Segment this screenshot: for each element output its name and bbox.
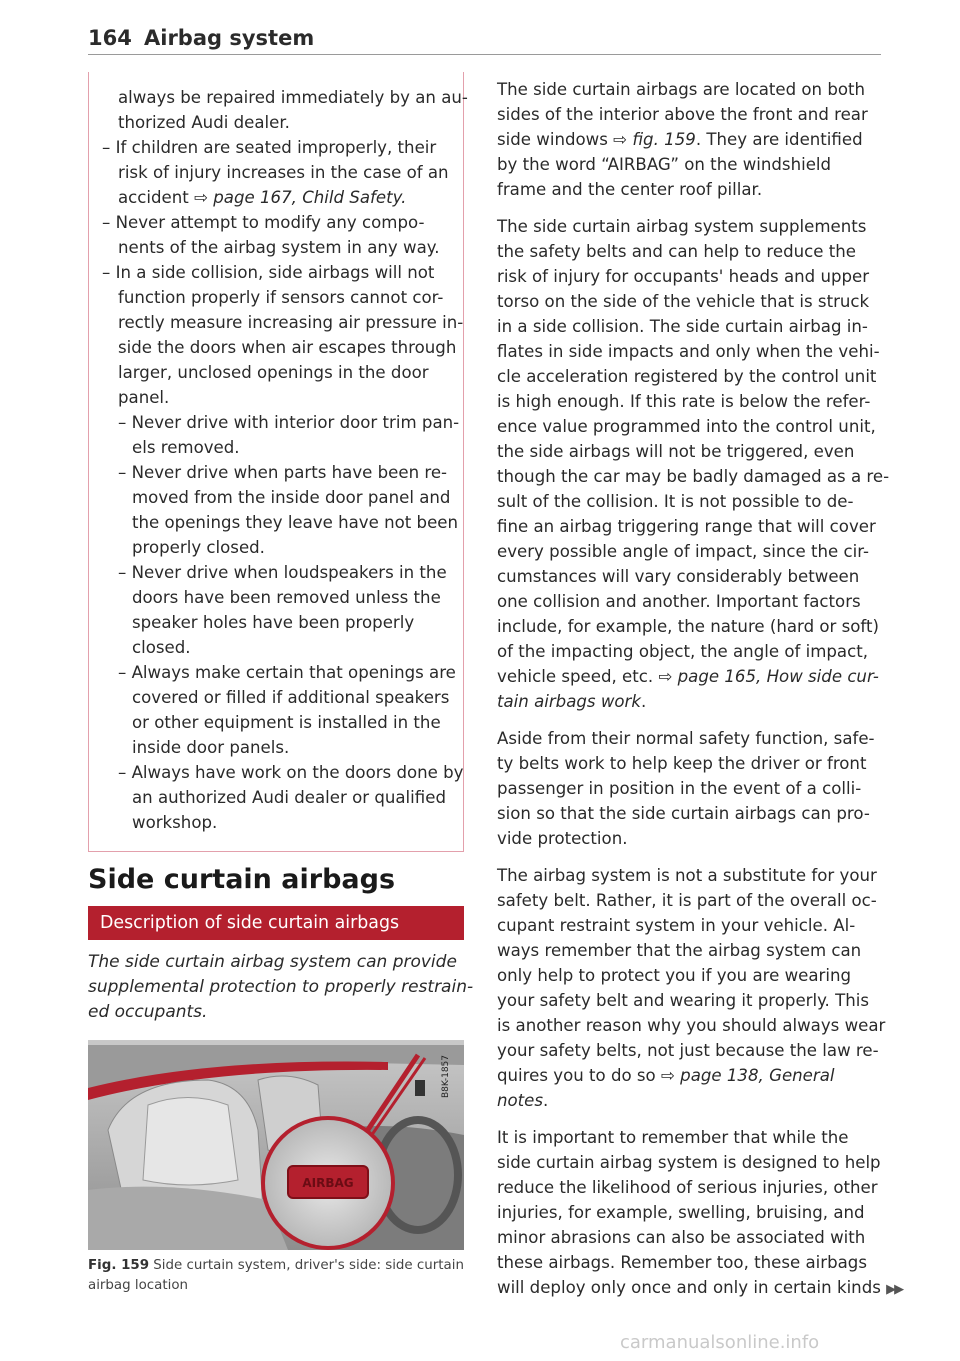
body-line-text: of the impacting object, the angle of impact, bbox=[497, 642, 868, 661]
page-number: 164 bbox=[88, 26, 132, 50]
body-line bbox=[497, 614, 879, 639]
body-line bbox=[497, 464, 889, 489]
body-line-text: ty belts work to help keep the driver or front bbox=[497, 754, 867, 773]
warning-line-text: panel. bbox=[118, 388, 170, 407]
body-line bbox=[497, 102, 868, 127]
body-line-text: cupant restraint system in your vehicle. Al- bbox=[497, 916, 856, 935]
body-line-text: minor abrasions can also be associated with bbox=[497, 1228, 866, 1247]
body-line-text: safety belt. Rather, it is part of the overall oc- bbox=[497, 891, 877, 910]
cross-reference-link[interactable]: page 165, How side cur- bbox=[677, 667, 879, 686]
body-line-suffix: . bbox=[641, 692, 647, 711]
warning-line bbox=[132, 535, 265, 560]
figure-caption-text: Side curtain system, driver's side: side curtain bbox=[153, 1258, 464, 1273]
body-line bbox=[497, 988, 869, 1013]
body-line-text: risk of injury for occupants' heads and upper bbox=[497, 267, 870, 286]
body-line bbox=[497, 539, 869, 564]
body-line bbox=[497, 127, 863, 152]
warning-line-text: function properly if sensors cannot cor- bbox=[118, 288, 444, 307]
cross-reference-link[interactable]: page 138, General bbox=[680, 1066, 835, 1085]
intro-line: ed occupants. bbox=[88, 1002, 208, 1022]
body-line-text: by the word “AIRBAG” on the windshield bbox=[497, 155, 832, 174]
body-line bbox=[497, 177, 762, 202]
body-line bbox=[497, 314, 868, 339]
body-line-text: vehicle speed, etc. ⇨ bbox=[497, 667, 678, 686]
warning-line bbox=[118, 385, 169, 410]
body-line-text: these airbags. Remember too, these airbags bbox=[497, 1253, 867, 1272]
body-line bbox=[497, 339, 880, 364]
body-line-text: It is important to remember that while the bbox=[497, 1128, 849, 1147]
warning-line bbox=[118, 660, 456, 685]
warning-line-text: – In a side collision, side airbags will not bbox=[102, 263, 435, 282]
body-line bbox=[497, 264, 869, 289]
warning-line bbox=[132, 610, 414, 635]
body-line-text: your safety belts, not just because the law re- bbox=[497, 1041, 879, 1060]
figure-code: B8K-1857 bbox=[441, 1054, 451, 1098]
warning-line bbox=[132, 735, 289, 760]
warning-line bbox=[132, 510, 458, 535]
body-line-text: cumstances will vary considerably between bbox=[497, 567, 860, 586]
warning-line-text: – Never attempt to modify any compo- bbox=[102, 213, 425, 232]
warning-line bbox=[118, 110, 290, 135]
warning-line-text: – Never drive when parts have been re- bbox=[118, 463, 448, 482]
body-line bbox=[497, 1088, 548, 1113]
body-line bbox=[497, 1063, 835, 1088]
warning-line bbox=[132, 710, 441, 735]
continue-arrow-icon: ▶▶ bbox=[886, 1282, 903, 1297]
cross-reference-link[interactable]: tain airbags work bbox=[497, 692, 641, 711]
body-line-text: every possible angle of impact, since the cir- bbox=[497, 542, 869, 561]
body-line-text: sion so that the side curtain airbags can pro- bbox=[497, 804, 870, 823]
cross-reference-link[interactable]: fig. 159 bbox=[632, 130, 696, 149]
body-line bbox=[497, 1275, 902, 1302]
airbag-badge-label: AIRBAG bbox=[302, 1176, 354, 1190]
warning-line-text: moved from the inside door panel and bbox=[132, 488, 451, 507]
warning-line-text: the openings they leave have not been bbox=[132, 513, 459, 532]
body-line-text: injuries, for example, swelling, bruising, and bbox=[497, 1203, 865, 1222]
body-line-text: flates in side impacts and only when the vehi- bbox=[497, 342, 880, 361]
body-line bbox=[497, 826, 628, 851]
body-line bbox=[497, 1013, 885, 1038]
figure-caption-line-1 bbox=[88, 1256, 464, 1276]
body-line bbox=[497, 888, 877, 913]
body-line-text: ence value programmed into the control unit, bbox=[497, 417, 876, 436]
warning-line-text: an authorized Audi dealer or qualified bbox=[132, 788, 446, 807]
body-line bbox=[497, 913, 855, 938]
body-line-text: quires you to do so ⇨ bbox=[497, 1066, 681, 1085]
warning-line-text: risk of injury increases in the case of an bbox=[118, 163, 449, 182]
body-line bbox=[497, 1125, 848, 1150]
body-line bbox=[497, 1225, 865, 1250]
body-line-text: side curtain airbag system is designed to help bbox=[497, 1153, 881, 1172]
warning-line-text: thorized Audi dealer. bbox=[118, 113, 290, 132]
warning-line-text: – Never drive with interior door trim pan- bbox=[118, 413, 460, 432]
warning-line-text: always be repaired immediately by an au- bbox=[118, 88, 468, 107]
body-line-text: sides of the interior above the front and rear bbox=[497, 105, 868, 124]
warning-line bbox=[132, 485, 450, 510]
intro-line: The side curtain airbag system can provide bbox=[88, 952, 457, 972]
body-line-text: torso on the side of the vehicle that is struck bbox=[497, 292, 870, 311]
warning-line bbox=[132, 635, 191, 660]
warning-line bbox=[132, 810, 217, 835]
warning-line bbox=[118, 285, 443, 310]
body-line bbox=[497, 514, 876, 539]
heading-side-curtain-airbags: Side curtain airbags bbox=[88, 864, 396, 895]
body-line bbox=[497, 564, 859, 589]
warning-line bbox=[132, 585, 441, 610]
warning-line-text: larger, unclosed openings in the door bbox=[118, 363, 429, 382]
warning-line bbox=[118, 310, 463, 335]
warning-line-text: workshop. bbox=[132, 813, 218, 832]
warning-line bbox=[132, 435, 240, 460]
warning-line bbox=[118, 410, 459, 435]
body-line-text: vide protection. bbox=[497, 829, 628, 848]
body-line bbox=[497, 489, 853, 514]
warning-line-text: – If children are seated improperly, their bbox=[102, 138, 437, 157]
warning-line-text: inside door panels. bbox=[132, 738, 290, 757]
warning-line-text: closed. bbox=[132, 638, 191, 657]
warning-line bbox=[118, 360, 429, 385]
warning-line-text: nents of the airbag system in any way. bbox=[118, 238, 440, 257]
body-line bbox=[497, 639, 868, 664]
section-title: Airbag system bbox=[144, 26, 315, 50]
warning-line bbox=[118, 160, 449, 185]
body-line bbox=[497, 152, 831, 177]
warning-line bbox=[118, 335, 456, 360]
body-line-suffix: . bbox=[543, 1091, 549, 1110]
warning-line-text: or other equipment is installed in the bbox=[132, 713, 441, 732]
body-line bbox=[497, 289, 869, 314]
body-line bbox=[497, 776, 861, 801]
warning-line bbox=[118, 760, 464, 785]
body-line bbox=[497, 77, 865, 102]
body-line bbox=[497, 1038, 879, 1063]
body-line-text: include, for example, the nature (hard or soft) bbox=[497, 617, 879, 636]
body-line bbox=[497, 689, 646, 714]
body-line-text: the side airbags will not be triggered, even bbox=[497, 442, 855, 461]
body-line-text: though the car may be badly damaged as a re- bbox=[497, 467, 890, 486]
page-header bbox=[88, 24, 881, 55]
body-line-text: frame and the center roof pillar. bbox=[497, 180, 763, 199]
body-line-text: The side curtain airbag system supplements bbox=[497, 217, 867, 236]
body-line bbox=[497, 1250, 867, 1275]
body-line-text: is another reason why you should always wear bbox=[497, 1016, 886, 1035]
body-line-suffix: . They are identified bbox=[695, 130, 863, 149]
body-line-text: is high enough. If this rate is below the refer- bbox=[497, 392, 871, 411]
warning-line-text: rectly measure increasing air pressure in- bbox=[118, 313, 464, 332]
intro-line: supplemental protection to properly restrain- bbox=[88, 977, 474, 997]
body-line bbox=[497, 801, 870, 826]
subheading-bar: Description of side curtain airbags bbox=[88, 906, 464, 940]
warning-line-text: doors have been removed unless the bbox=[132, 588, 441, 607]
body-line-text: your safety belt and wearing it properly. This bbox=[497, 991, 870, 1010]
body-line bbox=[497, 751, 866, 776]
body-line bbox=[497, 414, 876, 439]
body-line-text: reduce the likelihood of serious injuries, other bbox=[497, 1178, 878, 1197]
body-line bbox=[497, 863, 877, 888]
figure-caption-line-2: airbag location bbox=[88, 1278, 189, 1293]
body-line-text: The side curtain airbags are located on both bbox=[497, 80, 866, 99]
body-line bbox=[497, 938, 861, 963]
body-line bbox=[497, 589, 861, 614]
figure-caption-label: Fig. 159 bbox=[88, 1258, 150, 1273]
warning-line-text: properly closed. bbox=[132, 538, 265, 557]
warning-line bbox=[132, 685, 449, 710]
body-line-text: one collision and another. Important factors bbox=[497, 592, 861, 611]
warning-line bbox=[118, 185, 406, 210]
body-line bbox=[497, 389, 870, 414]
body-line-text: only help to protect you if you are wearing bbox=[497, 966, 852, 985]
warning-line-text: els removed. bbox=[132, 438, 240, 457]
body-line bbox=[497, 364, 876, 389]
warning-line bbox=[102, 135, 436, 160]
body-line-text: Aside from their normal safety function, safe- bbox=[497, 729, 875, 748]
body-line-text: the safety belts and can help to reduce the bbox=[497, 242, 856, 261]
warning-line-text: side the doors when air escapes through bbox=[118, 338, 457, 357]
body-line bbox=[497, 963, 851, 988]
body-line-text: in a side collision. The side curtain airbag in- bbox=[497, 317, 868, 336]
watermark: carmanualsonline.info bbox=[620, 1332, 820, 1353]
body-line-text: sult of the collision. It is not possible to de- bbox=[497, 492, 854, 511]
warning-line bbox=[118, 235, 439, 260]
body-line-text: will deploy only once and only in certain kinds bbox=[497, 1278, 887, 1297]
warning-line bbox=[102, 210, 424, 235]
body-line bbox=[497, 726, 875, 751]
body-line-text: side windows ⇨ bbox=[497, 130, 633, 149]
warning-line-text: covered or filled if additional speakers bbox=[132, 688, 450, 707]
warning-line bbox=[118, 560, 447, 585]
body-line-text: passenger in position in the event of a colli- bbox=[497, 779, 862, 798]
figure-side-curtain bbox=[88, 1040, 464, 1250]
warning-line-text: – Always make certain that openings are bbox=[118, 663, 456, 682]
body-line bbox=[497, 664, 879, 689]
body-line-text: fine an airbag triggering range that will cover bbox=[497, 517, 876, 536]
cross-reference-link[interactable]: notes bbox=[497, 1091, 544, 1110]
body-line bbox=[497, 1175, 878, 1200]
warning-line-text: accident ⇨ bbox=[118, 188, 214, 207]
warning-line bbox=[118, 85, 468, 110]
body-line bbox=[497, 1200, 865, 1225]
cross-reference-link[interactable]: page 167, Child Safety. bbox=[213, 188, 407, 207]
body-line bbox=[497, 239, 856, 264]
warning-line bbox=[132, 785, 446, 810]
warning-line bbox=[118, 460, 447, 485]
body-line-text: cle acceleration registered by the control unit bbox=[497, 367, 877, 386]
body-line bbox=[497, 1150, 881, 1175]
body-line-text: The airbag system is not a substitute for your bbox=[497, 866, 877, 885]
warning-line-text: – Always have work on the doors done by bbox=[118, 763, 464, 782]
body-line-text: ways remember that the airbag system can bbox=[497, 941, 862, 960]
airbag-location-illustration bbox=[88, 1040, 464, 1250]
body-line bbox=[497, 214, 866, 239]
warning-line-text: – Never drive when loudspeakers in the bbox=[118, 563, 447, 582]
warning-line bbox=[102, 260, 434, 285]
body-line bbox=[497, 439, 854, 464]
warning-line-text: speaker holes have been properly bbox=[132, 613, 415, 632]
